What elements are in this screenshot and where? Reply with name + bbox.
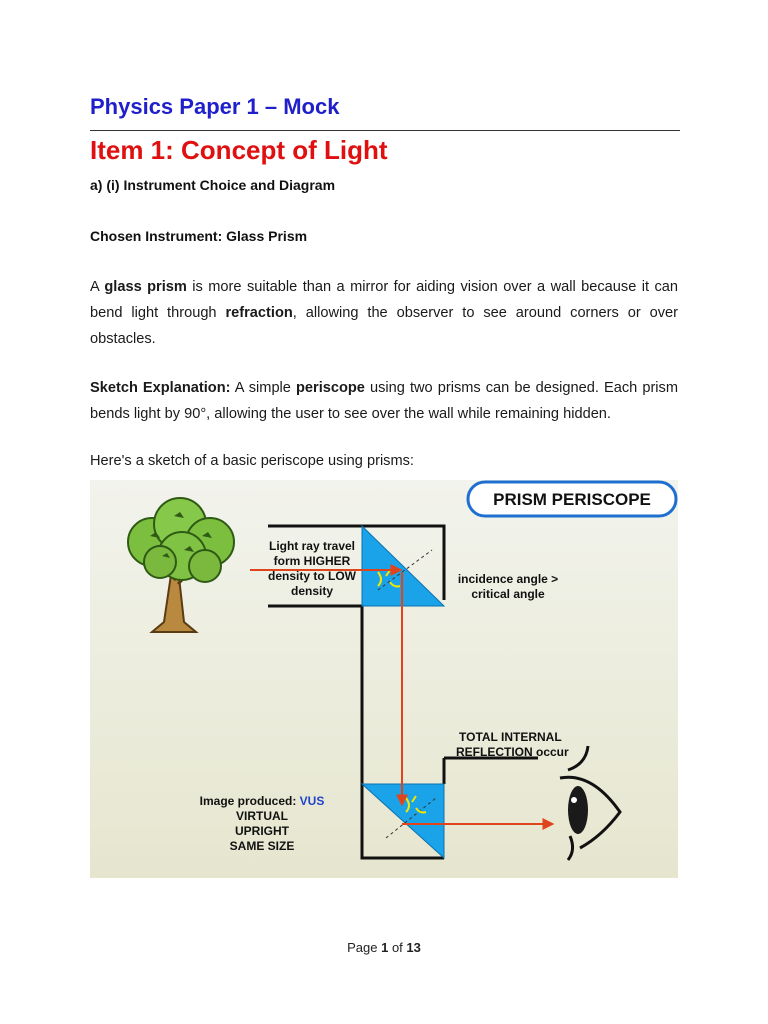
sub-heading: a) (i) Instrument Choice and Diagram <box>90 177 336 193</box>
svg-text:VIRTUAL: VIRTUAL <box>236 809 288 823</box>
svg-text:SAME SIZE: SAME SIZE <box>229 839 295 853</box>
chosen-instrument: Chosen Instrument: Glass Prism <box>90 228 308 244</box>
svg-text:form HIGHER: form HIGHER <box>273 554 351 568</box>
label-total-internal-reflection <box>456 730 569 759</box>
sketch-intro: Here's a sketch of a basic periscope using prisms: <box>90 453 414 469</box>
diagram-title: PRISM PERISCOPE <box>493 490 651 509</box>
svg-text:UPRIGHT: UPRIGHT <box>235 824 289 838</box>
diagram-title-badge <box>468 482 676 516</box>
svg-text:incidence angle >: incidence angle > <box>457 572 559 586</box>
document-title: Physics Paper 1 – Mock <box>90 94 340 119</box>
paragraph-sketch-explanation: Sketch Explanation: A simple periscope using two prisms can be designed. Each prism bends light by 90°, allowing the user to see over the wall while remaining hidden. <box>90 380 678 422</box>
svg-text:Image produced: VUS: Image produced: VUS <box>199 794 325 808</box>
svg-text:density: density <box>290 584 334 598</box>
label-incidence-angle <box>458 572 558 601</box>
svg-text:critical angle: critical angle <box>471 587 545 601</box>
paragraph-glass-prism: A glass prism is more suitable than a mirror for aiding vision over a wall because it can bend light through refraction, allowing the observer to see around corners or over obstacles. <box>90 279 679 347</box>
item-heading: Item 1: Concept of Light <box>90 135 388 165</box>
title-divider <box>90 130 680 131</box>
svg-text:Light ray travel: Light ray travel <box>268 539 356 553</box>
periscope-diagram <box>90 480 678 878</box>
svg-text:REFLECTION occur: REFLECTION occur <box>456 745 569 759</box>
svg-text:TOTAL INTERNAL: TOTAL INTERNAL <box>459 730 562 744</box>
svg-text:density to LOW: density to LOW <box>268 569 356 583</box>
page-footer: Page 1 of 13 <box>347 940 421 955</box>
